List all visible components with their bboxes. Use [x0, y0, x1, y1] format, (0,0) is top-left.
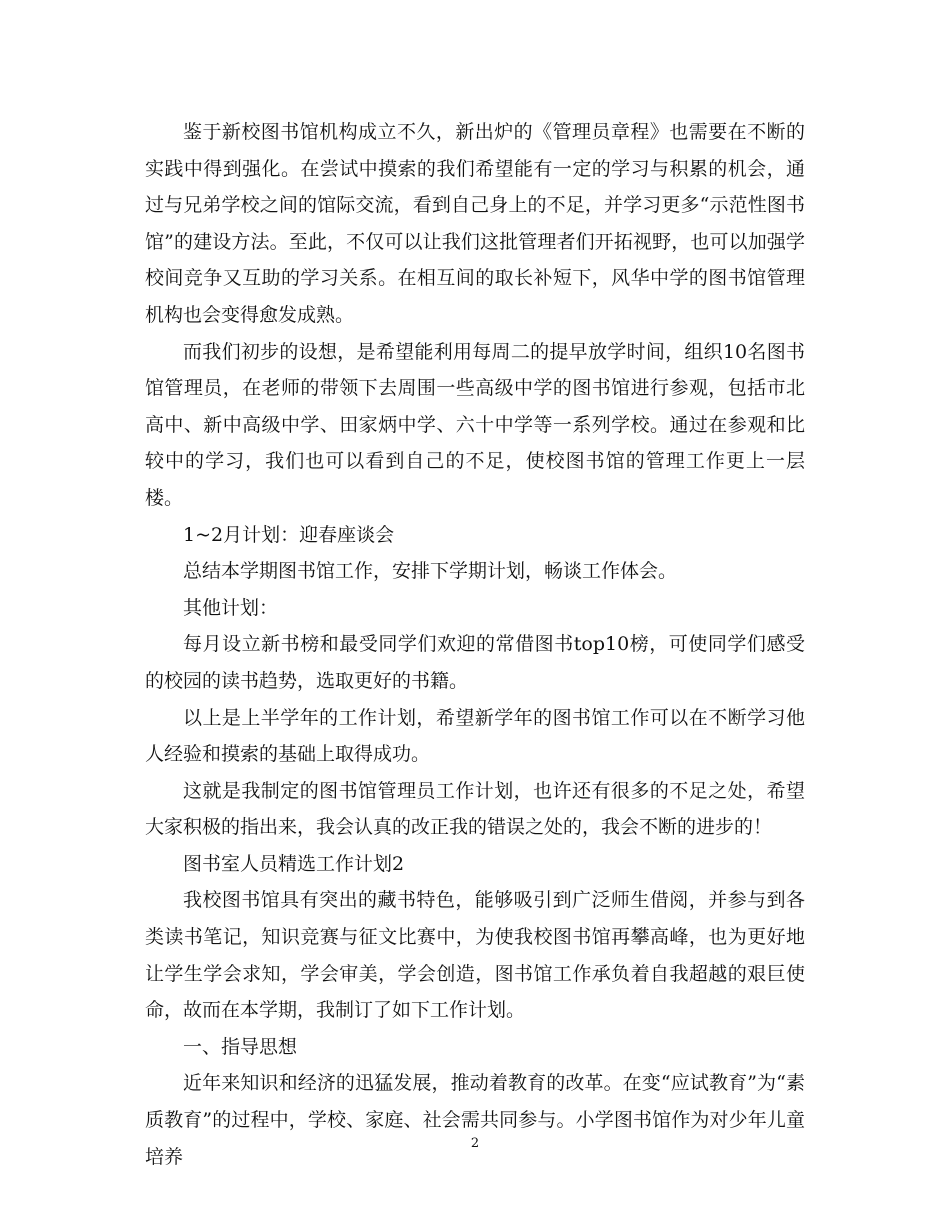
paragraph-library-features: 我校图书馆具有突出的藏书特色，能够吸引到广泛师生借阅，并参与到各类读书笔记，知识竞赛与征文比赛中，为使我校图书馆再攀高峰，也为更好地让学生学会求知，学会审美，学会创造，图书馆工作承负着自我超越的艰巨使命，故而在本学期，我制订了如下工作计划。: [145, 889, 805, 1022]
document-body: [145, 114, 805, 1175]
section-title-plan-2: 图书室人员精选工作计划2: [183, 852, 405, 875]
paragraph-semester-plan: 以上是上半学年的工作计划，希望新学年的图书馆工作可以在不断学习他人经验和摸索的基础上取得成功。: [145, 706, 805, 766]
heading-guiding-ideology: 一、指导思想: [183, 1035, 298, 1058]
paragraph-closing: 这就是我制定的图书馆管理员工作计划，也许还有很多的不足之处，希望大家积极的指出来，我会认真的改正我的错误之处的，我会不断的进步的！: [145, 779, 805, 839]
paragraph-summary: 总结本学期图书馆工作，安排下学期计划，畅谈工作体会。: [183, 560, 678, 583]
paragraph-other-plans-heading: 其他计划：: [183, 596, 279, 619]
paragraph-visit-plan: 而我们初步的设想，是希望能利用每周二的提早放学时间，组织10名图书馆管理员，在老师的带领下去周围一些高级中学的图书馆进行参观，包括市北高中、新中高级中学、田家炳中学、六十中学等一系列学校。通过在参观和比较中的学习，我们也可以看到自己的不足，使校图书馆的管理工作更上一层楼。: [145, 340, 805, 509]
page-number: 2: [470, 1136, 480, 1151]
paragraph-jan-feb-plan: 1~2月计划：迎春座谈会: [183, 523, 395, 546]
paragraph-book-ranking: 每月设立新书榜和最受同学们欢迎的常借图书top10榜，可使同学们感受的校园的读书趋势，选取更好的书籍。: [145, 633, 805, 692]
paragraph-library-exchange: 鉴于新校图书馆机构成立不久，新出炉的《管理员章程》也需要在不断的实践中得到强化。在尝试中摸索的我们希望能有一定的学习与积累的机会，通过与兄弟学校之间的馆际交流，看到自己身上的不足，并学习更多“示范性图书馆”的建设方法。至此，不仅可以让我们这批管理者们开拓视野，也可以加强学校间竞争又互助的学习关系。在相互间的取长补短下，风华中学的图书馆管理机构也会变得愈发成熟。: [145, 121, 805, 326]
paragraph-education-reform: 近年来知识和经济的迅猛发展，推动着教育的改革。在变“应试教育”为“素质教育”的过程中，学校、家庭、社会需共同参与。小学图书馆作为对少年儿童培养: [145, 1072, 805, 1168]
